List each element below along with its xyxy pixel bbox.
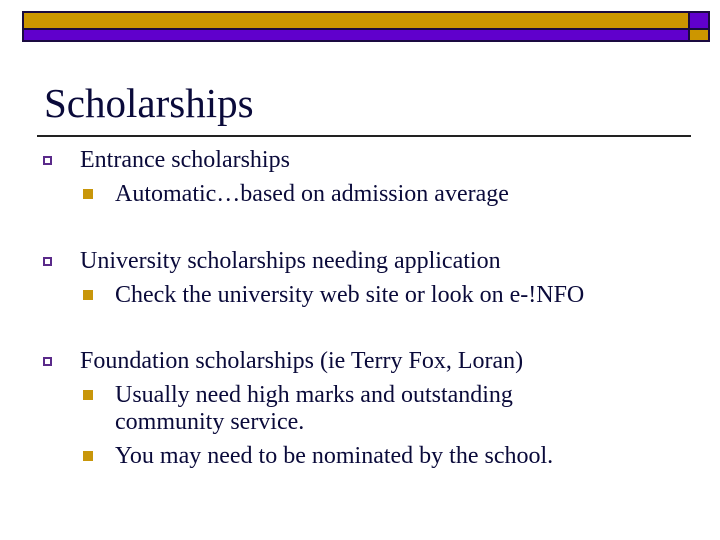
bullet-text: Foundation scholarships (ie Terry Fox, Loran) bbox=[80, 348, 524, 374]
filled-square-bullet-icon bbox=[83, 290, 93, 300]
sub-bullet-text: Check the university web site or look on e-!NFO bbox=[115, 282, 585, 308]
hollow-square-bullet-icon bbox=[43, 156, 52, 165]
bullet-text: Entrance scholarships bbox=[80, 147, 290, 173]
sub-bullet-text: Usually need high marks and outstanding bbox=[115, 382, 513, 408]
filled-square-bullet-icon bbox=[83, 390, 93, 400]
header-purple-bar bbox=[22, 28, 690, 42]
filled-square-bullet-icon bbox=[83, 451, 93, 461]
bullet-text: University scholarships needing application bbox=[80, 248, 501, 274]
slide-title: Scholarships bbox=[44, 80, 254, 126]
header-gold-square bbox=[688, 28, 710, 42]
hollow-square-bullet-icon bbox=[43, 257, 52, 266]
sub-bullet-text-continued: community service. bbox=[115, 409, 305, 435]
sub-bullet-text: Automatic…based on admission average bbox=[115, 181, 509, 207]
filled-square-bullet-icon bbox=[83, 189, 93, 199]
sub-bullet-text: You may need to be nominated by the school. bbox=[115, 443, 554, 469]
hollow-square-bullet-icon bbox=[43, 357, 52, 366]
title-divider bbox=[37, 135, 691, 137]
